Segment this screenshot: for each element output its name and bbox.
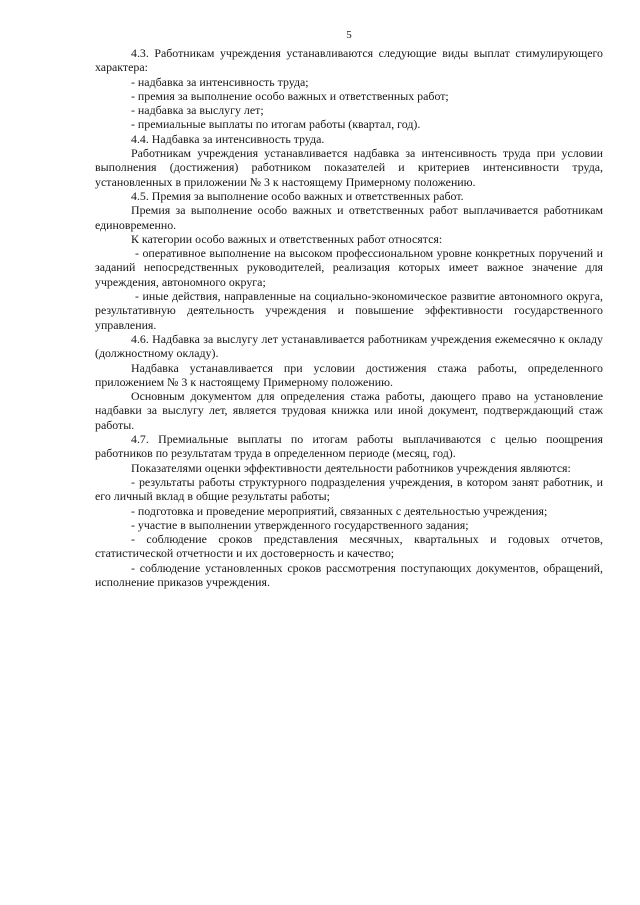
paragraph: К категории особо важных и ответственных работ относятся:: [131, 231, 443, 246]
paragraph: Работникам учреждения устанавливается надбавка за интенсивность труда при условии выполнения (достижения) работником показателей и критериев интенсивности труда, установленных в приложении № 3 к настоящему Примерному положению.: [95, 146, 603, 189]
document-page: [95, 0, 603, 905]
paragraph: Основным документом для определения стажа работы, дающего право на установление надбавки за выслугу лет, является трудовая книжка или иной документ, подтверждающий стаж работы.: [95, 389, 603, 432]
paragraph: - надбавка за интенсивность труда;: [131, 74, 309, 89]
paragraph: 4.7. Премиальные выплаты по итогам работы выплачиваются с целью поощрения работников по результатам труда в определенном периоде (месяц, год).: [95, 432, 603, 461]
paragraph: - иные действия, направленные на социально-экономическое развитие автономного округа, результативную деятельность учреждения и повышение эффективности государственного управления.: [95, 289, 603, 332]
paragraph: - надбавка за выслугу лет;: [131, 103, 264, 118]
paragraph: - соблюдение установленных сроков рассмотрения поступающих документов, обращений, исполнение приказов учреждения.: [95, 560, 603, 589]
paragraph: 4.3. Работникам учреждения устанавливаются следующие виды выплат стимулирующего характера:: [95, 46, 603, 75]
paragraph: Премия за выполнение особо важных и ответственных работ выплачивается работникам единовременно.: [95, 203, 603, 232]
paragraph: - премия за выполнение особо важных и ответственных работ;: [131, 88, 449, 103]
paragraph: - премиальные выплаты по итогам работы (квартал, год).: [131, 117, 421, 132]
paragraph: - результаты работы структурного подразделения учреждения, в котором занят работник, и его личный вклад в общие результаты работы;: [95, 474, 603, 504]
paragraph: Надбавка устанавливается при условии достижения стажа работы, определенного приложением № 3 к настоящему Примерному положению.: [95, 360, 603, 389]
document-body: [95, 46, 603, 589]
paragraph: - участие в выполнении утвержденного государственного задания;: [131, 517, 469, 532]
paragraph: 4.4. Надбавка за интенсивность труда.: [131, 131, 325, 146]
paragraph: - соблюдение сроков представления месячных, квартальных и годовых отчетов, статистической отчетности и их достоверность и качество;: [95, 532, 603, 561]
paragraph: 4.5. Премия за выполнение особо важных и ответственных работ.: [131, 188, 464, 203]
page-number: 5: [346, 29, 352, 41]
paragraph: - подготовка и проведение мероприятий, связанных с деятельностью учреждения;: [131, 503, 548, 518]
paragraph: 4.6. Надбавка за выслугу лет устанавливается работникам учреждения ежемесячно к окладу (должностному окладу).: [95, 331, 603, 361]
paragraph: - оперативное выполнение на высоком профессиональном уровне конкретных поручений и заданий непосредственных руководителей, реализация которых имеет важное значение для учреждения, автономного округа;: [95, 246, 603, 289]
paragraph: Показателями оценки эффективности деятельности работников учреждения являются:: [131, 460, 571, 475]
